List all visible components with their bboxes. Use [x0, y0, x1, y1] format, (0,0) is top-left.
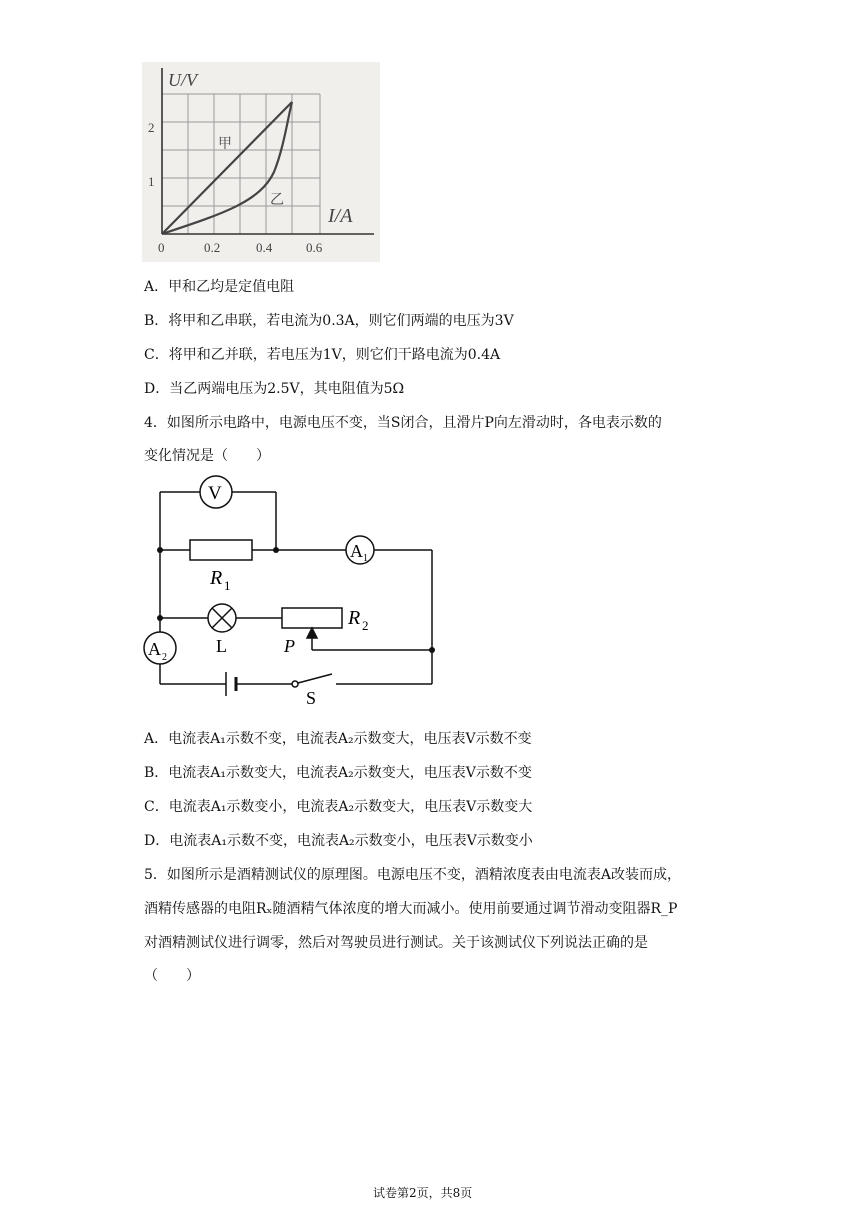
r2-sub: 2	[362, 618, 369, 633]
x-tick-0.4: 0.4	[256, 240, 273, 255]
iu-graph	[142, 62, 380, 262]
y-tick-1: 1	[148, 174, 155, 189]
curve-label-jia: 甲	[218, 137, 232, 152]
ammeter1-sub: 1	[363, 553, 368, 564]
q4-option-c: C．电流表A₁示数变小，电流表A₂示数变大，电压表V示数变大	[144, 799, 533, 815]
switch-label: S	[306, 688, 317, 708]
q5-line2: 酒精传感器的电阻Rₓ随酒精气体浓度的增大而减小。使用前要通过调节滑动变阻器R_P	[144, 901, 678, 917]
x-tick-0: 0	[158, 240, 165, 255]
q5-line1: 5．如图所示是酒精测试仪的原理图。电源电压不变，酒精浓度表由电流表A改装而成，	[144, 867, 682, 883]
circuit-diagram	[140, 472, 440, 712]
ammeter1-label: A	[350, 541, 363, 561]
y-tick-2: 2	[148, 120, 155, 135]
x-axis-label: I/A	[328, 205, 353, 227]
y-axis-label: U/V	[168, 70, 197, 90]
ammeter2-sub: 2	[162, 652, 167, 663]
iu-graph-svg	[142, 62, 380, 262]
lamp-label: L	[216, 636, 227, 656]
x-tick-0.2: 0.2	[204, 240, 221, 255]
voltmeter-label: V	[208, 483, 222, 504]
q4-stem-line1: 4．如图所示电路中，电源电压不变，当S闭合，且滑片P向左滑动时，各电表示数的	[144, 415, 662, 431]
q3-option-b: B．将甲和乙串联，若电流为0.3A，则它们两端的电压为3V	[144, 313, 514, 329]
q5-line4: （ ）	[144, 968, 200, 984]
circuit-svg	[140, 472, 440, 712]
q4-stem-line2: 变化情况是（ ）	[144, 448, 270, 464]
q3-option-d: D．当乙两端电压为2.5V，其电阻值为5Ω	[144, 381, 405, 397]
q4-option-b: B．电流表A₁示数变大，电流表A₂示数变大，电压表V示数不变	[144, 765, 532, 781]
q5-line3: 对酒精测试仪进行调零，然后对驾驶员进行测试。关于该测试仪下列说法正确的是	[144, 935, 648, 951]
q3-option-a: A．甲和乙均是定值电阻	[144, 279, 295, 295]
ammeter2-label: A	[148, 639, 161, 659]
page-footer: 试卷第2页，共8页	[373, 1186, 473, 1200]
x-tick-0.6: 0.6	[306, 240, 323, 255]
r1-sub: 1	[224, 578, 231, 593]
slider-label: P	[284, 636, 295, 656]
r2-label: R	[348, 607, 361, 629]
q4-option-d: D．电流表A₁示数不变，电流表A₂示数变小，电压表V示数变小	[144, 833, 533, 849]
q3-option-c: C．将甲和乙并联，若电压为1V，则它们干路电流为0.4A	[144, 347, 501, 363]
q4-option-a: A．电流表A₁示数不变，电流表A₂示数变大，电压表V示数不变	[144, 731, 532, 747]
curve-label-yi: 乙	[270, 193, 284, 208]
r1-label: R	[210, 567, 223, 589]
